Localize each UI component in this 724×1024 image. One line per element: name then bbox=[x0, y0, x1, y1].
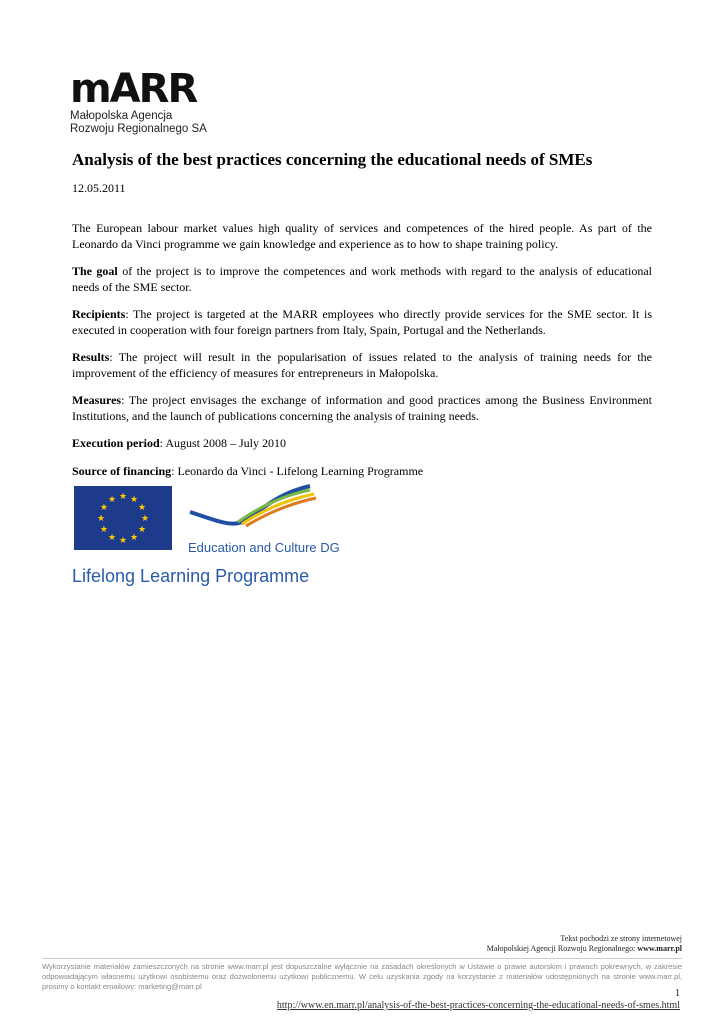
section-text: : August 2008 – July 2010 bbox=[159, 436, 287, 450]
programme-label: Lifelong Learning Programme bbox=[72, 566, 310, 586]
eu-star-icon: ★ bbox=[99, 502, 108, 512]
eu-star-icon: ★ bbox=[138, 524, 147, 534]
source-site: www.marr.pl bbox=[637, 944, 682, 953]
dg-label: Education and Culture DG bbox=[188, 540, 340, 555]
logo-subtitle-line1: Małopolska Agencja bbox=[70, 110, 173, 122]
eu-star-icon: ★ bbox=[129, 532, 139, 543]
section-measures bbox=[72, 393, 652, 424]
eu-star-icon: ★ bbox=[138, 502, 147, 512]
eu-star-icon: ★ bbox=[99, 524, 108, 534]
section-label: Results bbox=[72, 350, 110, 364]
section-label: Recipients bbox=[72, 307, 126, 321]
section-text: of the project is to improve the competences and work methods with regard to the analysis of educational needs of the SME sector. bbox=[72, 264, 652, 294]
section-label: The goal bbox=[72, 264, 118, 278]
lifelong-learning-programme-logo bbox=[70, 482, 355, 597]
publication-date: 12.05.2011 bbox=[72, 181, 126, 195]
source-url-link[interactable]: http://www.en.marr.pl/analysis-of-the-best-practices-concerning-the-educational-needs-of-smes.html bbox=[276, 1000, 680, 1011]
footer-divider bbox=[42, 958, 682, 959]
source-note-line2 bbox=[487, 944, 682, 954]
section-text: : Leonardo da Vinci - Lifelong Learning Programme bbox=[171, 463, 424, 478]
page-number: 1 bbox=[675, 988, 680, 999]
section-text: : The project envisages the exchange of information and good practices among the Business Environment Institutions, and the launch of publications concerning the analysis of training needs. bbox=[72, 393, 652, 423]
eu-star-icon: ★ bbox=[107, 493, 117, 504]
programme-logo-graphic bbox=[70, 482, 355, 597]
section-results bbox=[72, 350, 652, 381]
section-goal bbox=[72, 264, 652, 295]
section-source-of-financing bbox=[72, 464, 652, 480]
eu-star-icon: ★ bbox=[140, 513, 150, 523]
section-text: : The project will result in the popularisation of issues related to the analysis of training needs for the improvement of the efficiency of measures for entrepreneurs in Małopolska. bbox=[72, 350, 652, 380]
copyright-notice: Wykorzystanie materiałów zamieszczonych na stronie www.marr.pl jest dopuszczalne wyłącznie na zasadach określonych w Ustawie o prawie autorskim i prawach pokrewnych, w zakresie odpowiadającym własnemu użytkowi osobistemu oraz dozwolonemu użytkowi publicznemu. W celu uzyskania zgody na korzystanie z materiałów udostępnionych na stronie www.marr.pl, prosimy o kontakt emailowy: marketing@marr.pl bbox=[42, 962, 682, 991]
marr-logo bbox=[70, 66, 210, 138]
section-text: : The project is targeted at the MARR employees who directly provide services for the SME sector. It is executed in cooperation with four foreign partners from Italy, Spain, Portugal and the Netherlands. bbox=[72, 307, 652, 337]
eu-star-icon: ★ bbox=[118, 491, 128, 501]
eu-star-icon: ★ bbox=[96, 513, 106, 523]
article-body bbox=[72, 221, 652, 491]
section-recipients bbox=[72, 307, 652, 338]
logo-wordmark: mARR bbox=[70, 66, 197, 112]
source-note bbox=[487, 934, 682, 954]
eu-star-icon: ★ bbox=[118, 535, 128, 545]
source-note-line1: Tekst pochodzi ze strony internetowej bbox=[560, 934, 682, 943]
eu-star-icon: ★ bbox=[107, 532, 117, 543]
logo-subtitle bbox=[70, 110, 210, 136]
section-label: Source of financing bbox=[72, 463, 172, 478]
section-execution-period bbox=[72, 436, 652, 452]
section-label: Measures bbox=[72, 393, 122, 407]
section-label: Execution period bbox=[72, 436, 160, 450]
logo-subtitle-line2: Rozwoju Regionalnego SA bbox=[70, 123, 207, 135]
source-note-prefix: Małopolskiej Agencji Rozwoju Regionalnego: bbox=[486, 944, 638, 953]
page-title: Analysis of the best practices concerning the educational needs of SMEs bbox=[72, 150, 593, 169]
intro-paragraph: The European labour market values high quality of services and competences of the hired people. As part of the Leonardo da Vinci programme we gain knowledge and experience as to how to shape training policy. bbox=[72, 221, 652, 251]
eu-star-icon: ★ bbox=[129, 493, 139, 504]
